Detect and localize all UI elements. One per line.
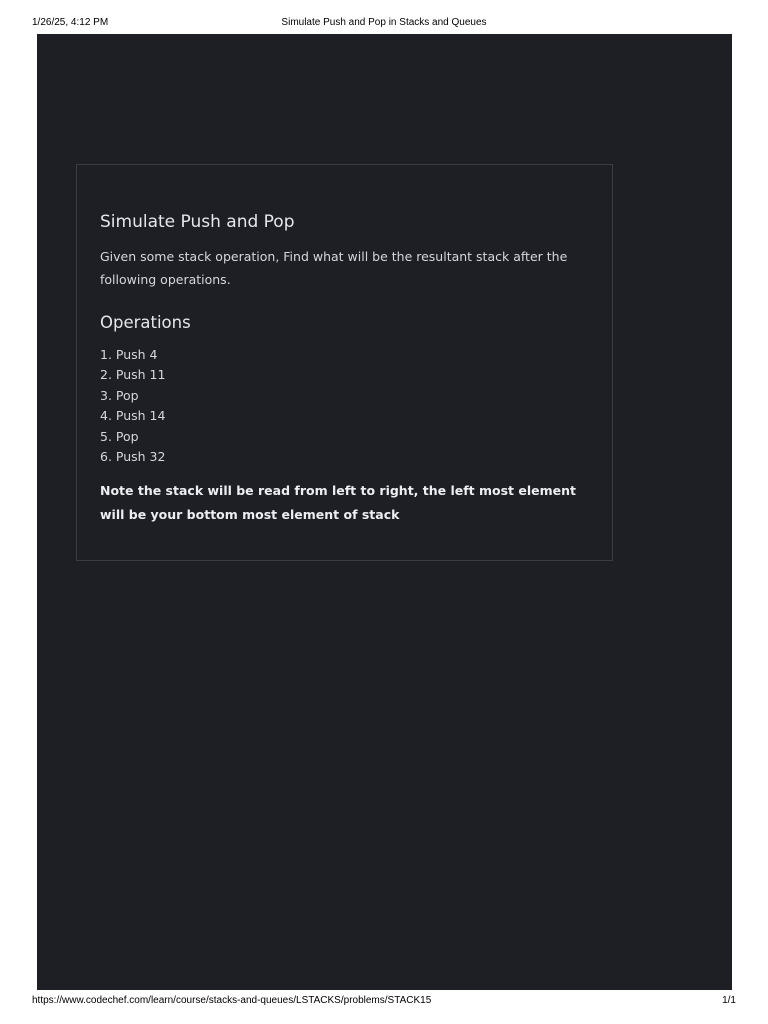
- print-url: https://www.codechef.com/learn/course/stacks-and-queues/LSTACKS/problems/STACK15: [32, 995, 432, 1006]
- stack-order-note: Note the stack will be read from left to right, the left most element will be your bottom most element of stack: [100, 483, 577, 522]
- problem-title: Simulate Push and Pop: [100, 212, 295, 232]
- operation-item: 2. Push 11: [100, 367, 166, 383]
- problem-description: Given some stack operation, Find what will be the resultant stack after the following operations.: [100, 249, 568, 287]
- operation-item: 5. Pop: [100, 428, 139, 444]
- print-page-number: 1/1: [722, 995, 736, 1006]
- print-datetime: 1/26/25, 4:12 PM: [32, 17, 109, 28]
- operation-item: 4. Push 14: [100, 408, 166, 424]
- operation-item: 1. Push 4: [100, 347, 158, 362]
- operations-list: [100, 345, 165, 467]
- operation-item: 3. Pop: [100, 387, 139, 403]
- print-page-title: Simulate Push and Pop in Stacks and Queues: [281, 17, 487, 28]
- problem-card: [76, 164, 613, 561]
- operations-heading: Operations: [100, 313, 191, 332]
- print-footer: [0, 994, 768, 1008]
- page-canvas: [37, 34, 732, 990]
- print-header: [0, 16, 768, 30]
- operation-item: 6. Push 32: [100, 449, 166, 465]
